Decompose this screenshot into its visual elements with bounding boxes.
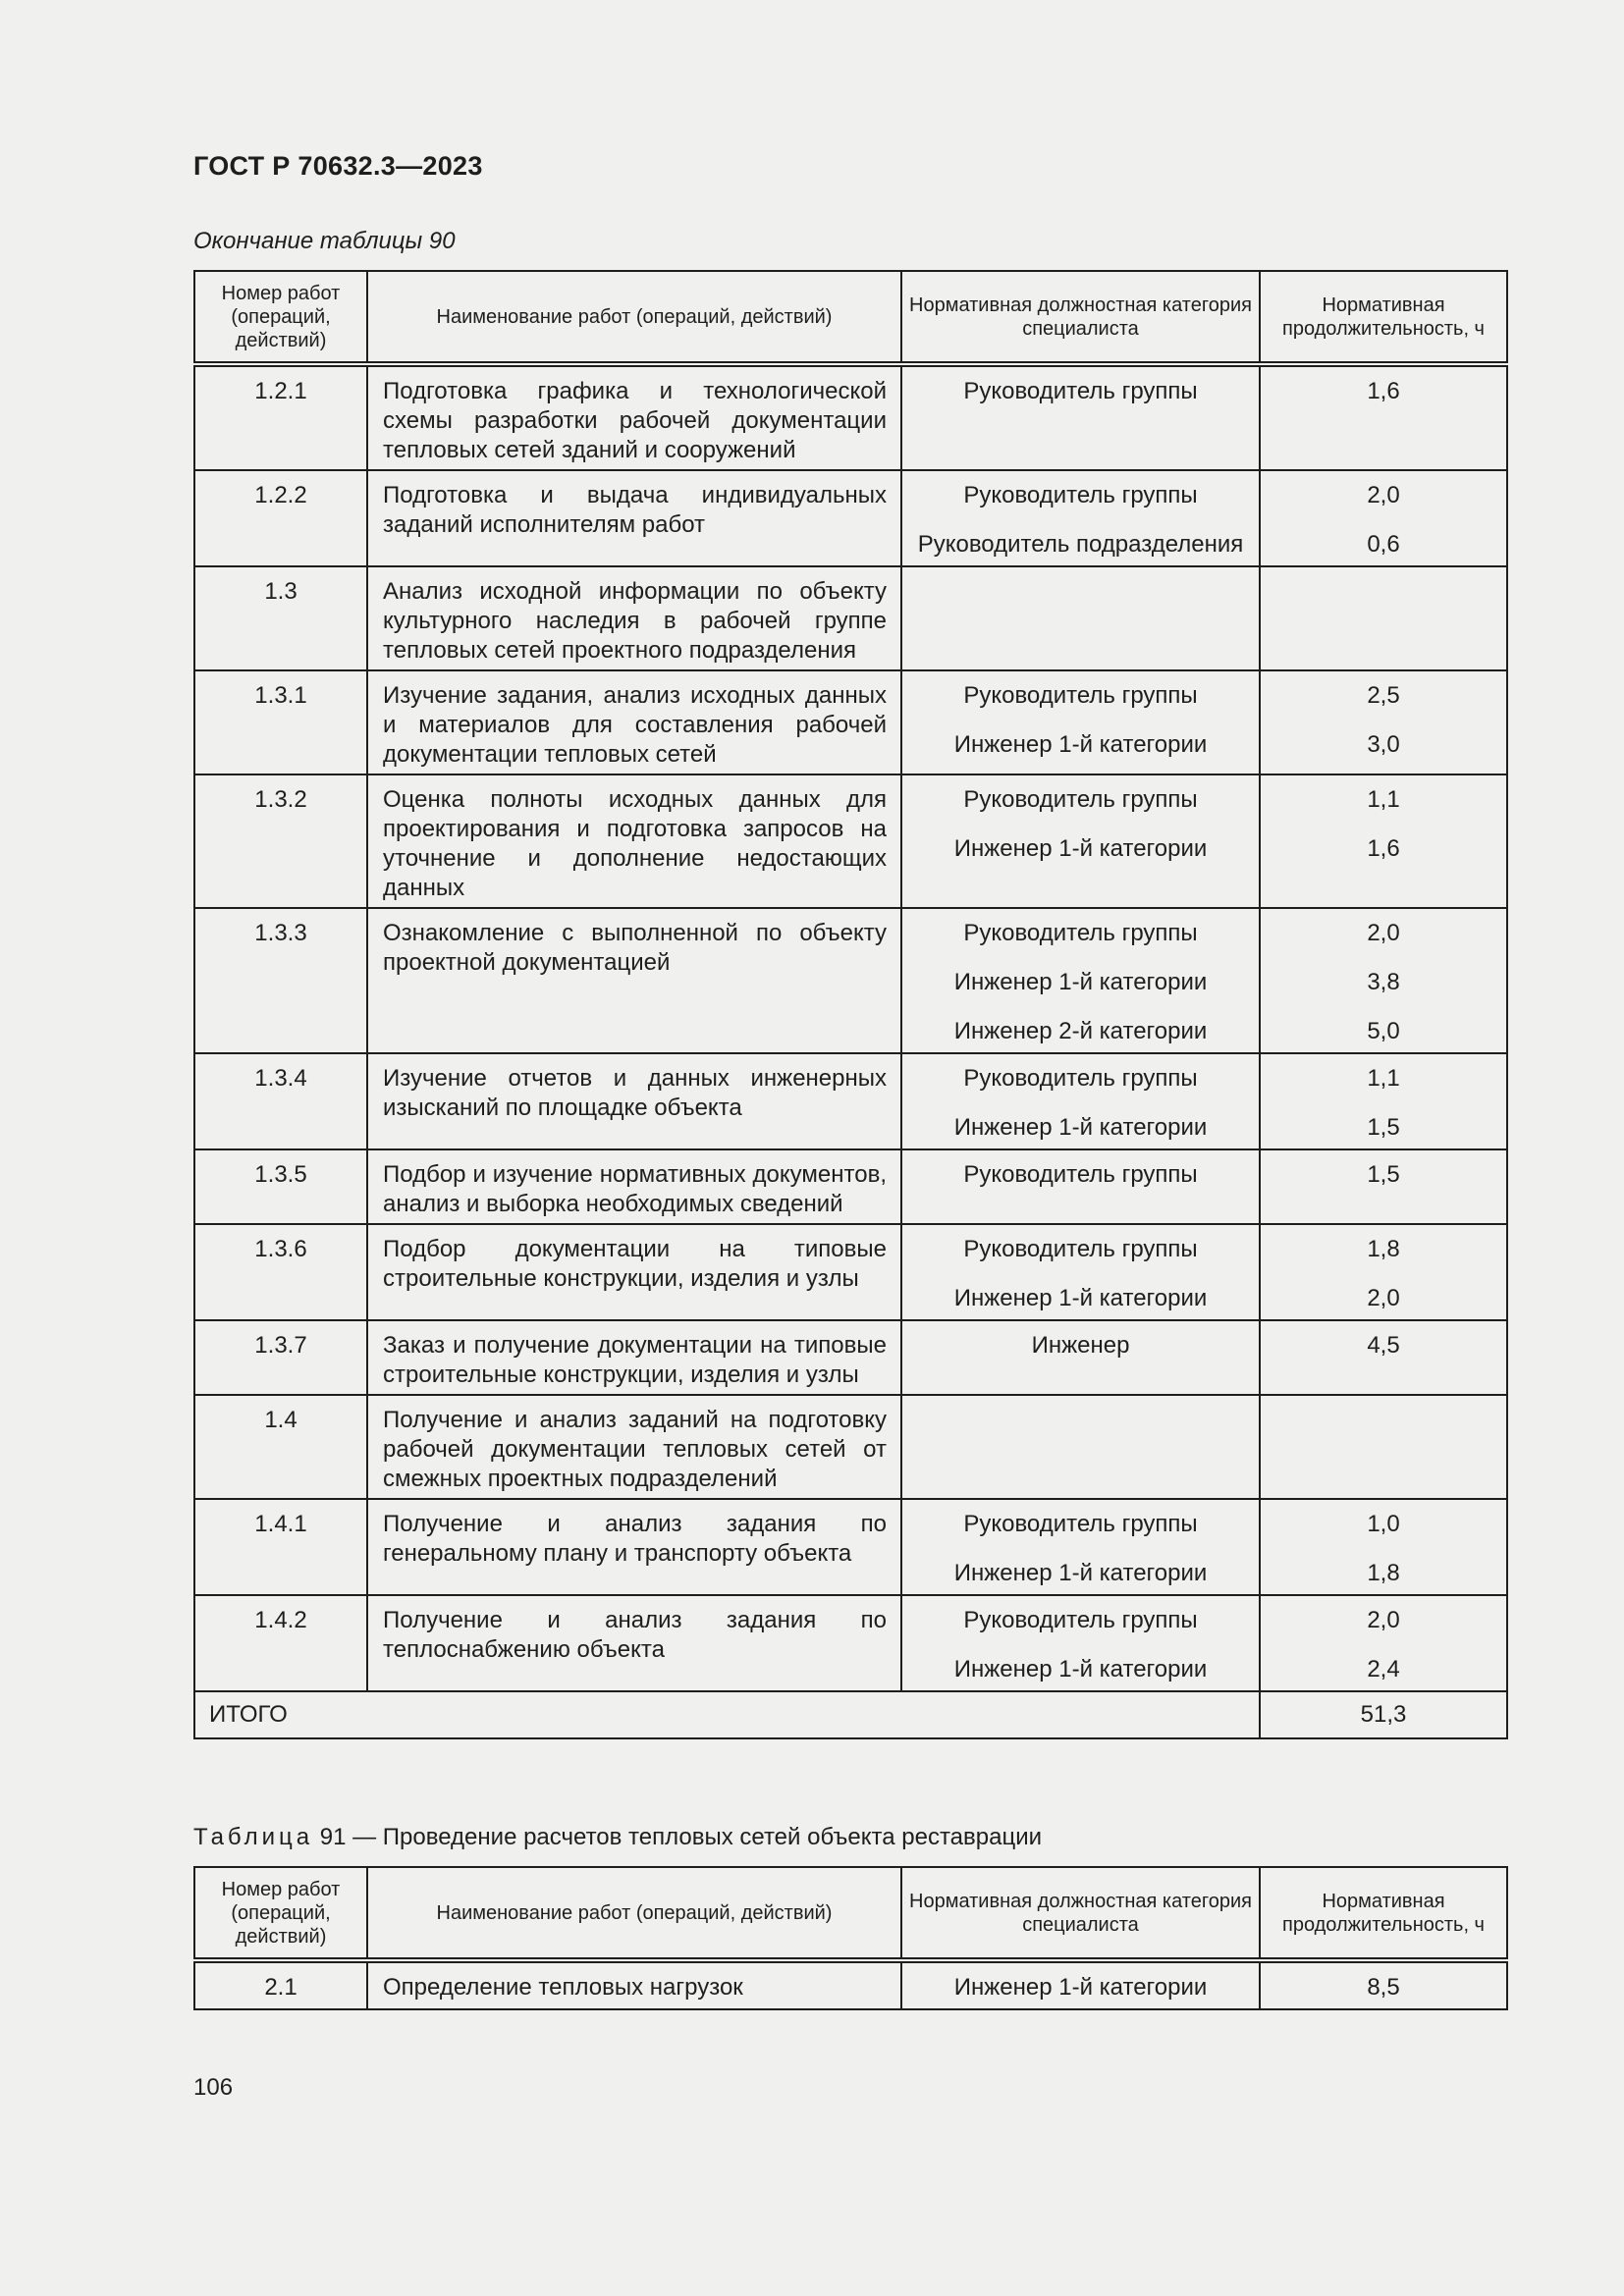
table-91-caption-text: 91 — Проведение расчетов тепловых сетей объекта реставрации	[313, 1824, 1043, 1850]
col-header-duration: Нормативная продолжительность, ч	[1260, 271, 1507, 364]
work-number: 1.3.7	[194, 1320, 367, 1395]
duration-cell	[1260, 1960, 1507, 2009]
work-number: 1.4	[194, 1395, 367, 1499]
duration-value: 2,0	[1367, 1285, 1400, 1311]
specialist-category-cell	[901, 1395, 1260, 1499]
duration-cell	[1260, 1224, 1507, 1320]
table-90	[193, 270, 1508, 1739]
table-row	[194, 1395, 1507, 1499]
work-number: 1.3	[194, 566, 367, 670]
specialist-category: Инженер 1-й категории	[953, 731, 1208, 758]
work-number: 1.3.2	[194, 774, 367, 908]
specialist-category-cell	[901, 1320, 1260, 1395]
specialist-category: Инженер 1-й категории	[953, 1285, 1208, 1311]
table-row	[194, 1224, 1507, 1320]
work-name: Изучение задания, анализ исходных данных и материалов для составления рабочей документации тепловых сетей	[367, 670, 901, 774]
duration-value: 4,5	[1367, 1332, 1400, 1359]
total-row	[194, 1691, 1507, 1738]
col-header-duration: Нормативная продолжительность, ч	[1260, 1867, 1507, 1960]
duration-value: 1,6	[1367, 378, 1400, 404]
duration-value: 1,5	[1367, 1114, 1400, 1141]
work-name: Подготовка графика и технологической схемы разработки рабочей документации тепловых сетей зданий и сооружений	[367, 364, 901, 470]
table-header-row	[194, 271, 1507, 364]
duration-value: 1,0	[1367, 1511, 1400, 1537]
duration-cell	[1260, 1053, 1507, 1149]
work-name: Подготовка и выдача индивидуальных заданий исполнителям работ	[367, 470, 901, 566]
specialist-category: Руководитель группы	[963, 1236, 1198, 1262]
duration-cell	[1260, 1395, 1507, 1499]
specialist-category-cell	[901, 670, 1260, 774]
work-name: Определение тепловых нагрузок	[367, 1960, 901, 2009]
table-91	[193, 1866, 1508, 2010]
work-name: Получение и анализ задания по генеральному плану и транспорту объекта	[367, 1499, 901, 1595]
total-label: ИТОГО	[194, 1691, 1260, 1738]
work-number: 1.4.2	[194, 1595, 367, 1691]
specialist-category-cell	[901, 364, 1260, 470]
duration-cell	[1260, 566, 1507, 670]
duration-cell	[1260, 1595, 1507, 1691]
work-name: Заказ и получение документации на типовые строительные конструкции, изделия и узлы	[367, 1320, 901, 1395]
specialist-category-cell	[901, 566, 1260, 670]
duration-value: 1,8	[1367, 1560, 1400, 1586]
duration-value: 5,0	[1367, 1018, 1400, 1044]
duration-value: 2,0	[1367, 920, 1400, 946]
specialist-category: Инженер 1-й категории	[953, 1114, 1208, 1141]
specialist-category-cell	[901, 1053, 1260, 1149]
duration-value: 2,0	[1367, 1607, 1400, 1633]
table-row	[194, 1053, 1507, 1149]
work-number: 1.3.5	[194, 1149, 367, 1224]
col-header-number: Номер работ (операций, действий)	[194, 1867, 367, 1960]
duration-cell	[1260, 1499, 1507, 1595]
work-number: 1.3.4	[194, 1053, 367, 1149]
specialist-category: Инженер 1-й категории	[953, 1560, 1208, 1586]
work-name: Анализ исходной информации по объекту культурного наследия в рабочей группе тепловых сетей проектного подразделения	[367, 566, 901, 670]
col-header-category: Нормативная должностная категория специалиста	[901, 1867, 1260, 1960]
table-continuation-caption: Окончание таблицы 90	[193, 228, 456, 254]
duration-value: 3,0	[1367, 731, 1400, 758]
duration-value: 1,5	[1367, 1161, 1400, 1188]
specialist-category-cell	[901, 774, 1260, 908]
col-header-number: Номер работ (операций, действий)	[194, 271, 367, 364]
col-header-name: Наименование работ (операций, действий)	[367, 1867, 901, 1960]
work-number: 1.2.1	[194, 364, 367, 470]
table-91-caption-word: Таблица	[193, 1824, 314, 1850]
work-number: 2.1	[194, 1960, 367, 2009]
duration-cell	[1260, 1149, 1507, 1224]
specialist-category-cell	[901, 1149, 1260, 1224]
specialist-category: Руководитель группы	[963, 1607, 1198, 1633]
col-header-name: Наименование работ (операций, действий)	[367, 271, 901, 364]
duration-cell	[1260, 774, 1507, 908]
work-name: Получение и анализ заданий на подготовку рабочей документации тепловых сетей от смежных проектных подразделений	[367, 1395, 901, 1499]
table-row	[194, 364, 1507, 470]
duration-value: 8,5	[1367, 1974, 1400, 2001]
specialist-category: Руководитель группы	[963, 1161, 1198, 1188]
specialist-category: Руководитель группы	[963, 920, 1198, 946]
duration-cell	[1260, 670, 1507, 774]
total-value: 51,3	[1260, 1691, 1507, 1738]
specialist-category: Руководитель группы	[963, 682, 1198, 709]
specialist-category-cell	[901, 1595, 1260, 1691]
duration-cell	[1260, 364, 1507, 470]
page-number: 106	[193, 2074, 234, 2101]
work-number: 1.3.1	[194, 670, 367, 774]
table-row	[194, 566, 1507, 670]
specialist-category: Инженер	[1031, 1332, 1130, 1359]
duration-value: 2,5	[1367, 682, 1400, 709]
duration-value: 2,4	[1367, 1656, 1400, 1682]
table-row	[194, 1149, 1507, 1224]
table-row	[194, 774, 1507, 908]
duration-value: 2,0	[1367, 482, 1400, 508]
duration-value: 1,1	[1367, 1065, 1400, 1092]
work-number: 1.4.1	[194, 1499, 367, 1595]
work-name: Подбор документации на типовые строительные конструкции, изделия и узлы	[367, 1224, 901, 1320]
specialist-category: Руководитель группы	[963, 1511, 1198, 1537]
work-name: Изучение отчетов и данных инженерных изысканий по площадке объекта	[367, 1053, 901, 1149]
table-row	[194, 470, 1507, 566]
work-name: Оценка полноты исходных данных для проектирования и подготовка запросов на уточнение и дополнение недостающих данных	[367, 774, 901, 908]
specialist-category: Руководитель группы	[963, 1065, 1198, 1092]
table-91-caption	[193, 1824, 1042, 1851]
specialist-category: Руководитель группы	[963, 786, 1198, 813]
work-name: Получение и анализ задания по теплоснабжению объекта	[367, 1595, 901, 1691]
duration-cell	[1260, 1320, 1507, 1395]
duration-value: 1,6	[1367, 835, 1400, 862]
duration-value: 1,8	[1367, 1236, 1400, 1262]
duration-cell	[1260, 908, 1507, 1053]
work-number: 1.3.6	[194, 1224, 367, 1320]
work-name: Ознакомление с выполненной по объекту проектной документацией	[367, 908, 901, 1053]
specialist-category: Руководитель группы	[963, 482, 1198, 508]
table-row	[194, 1499, 1507, 1595]
specialist-category-cell	[901, 1224, 1260, 1320]
work-number: 1.3.3	[194, 908, 367, 1053]
table-row	[194, 1960, 1507, 2009]
duration-cell	[1260, 470, 1507, 566]
table-row	[194, 670, 1507, 774]
specialist-category: Инженер 1-й категории	[953, 835, 1208, 862]
specialist-category: Инженер 1-й категории	[953, 1974, 1208, 2001]
specialist-category-cell	[901, 908, 1260, 1053]
table-row	[194, 1320, 1507, 1395]
specialist-category: Инженер 2-й категории	[953, 1018, 1208, 1044]
specialist-category: Инженер 1-й категории	[953, 969, 1208, 995]
table-header-row	[194, 1867, 1507, 1960]
specialist-category-cell	[901, 1960, 1260, 2009]
document-code: ГОСТ Р 70632.3—2023	[193, 151, 483, 181]
specialist-category: Руководитель подразделения	[917, 531, 1244, 558]
specialist-category: Инженер 1-й категории	[953, 1656, 1208, 1682]
duration-value: 3,8	[1367, 969, 1400, 995]
table-row	[194, 908, 1507, 1053]
duration-value: 1,1	[1367, 786, 1400, 813]
duration-value: 0,6	[1367, 531, 1400, 558]
col-header-category: Нормативная должностная категория специалиста	[901, 271, 1260, 364]
specialist-category: Руководитель группы	[963, 378, 1198, 404]
specialist-category-cell	[901, 470, 1260, 566]
work-name: Подбор и изучение нормативных документов, анализ и выборка необходимых сведений	[367, 1149, 901, 1224]
table-row	[194, 1595, 1507, 1691]
work-number: 1.2.2	[194, 470, 367, 566]
specialist-category-cell	[901, 1499, 1260, 1595]
